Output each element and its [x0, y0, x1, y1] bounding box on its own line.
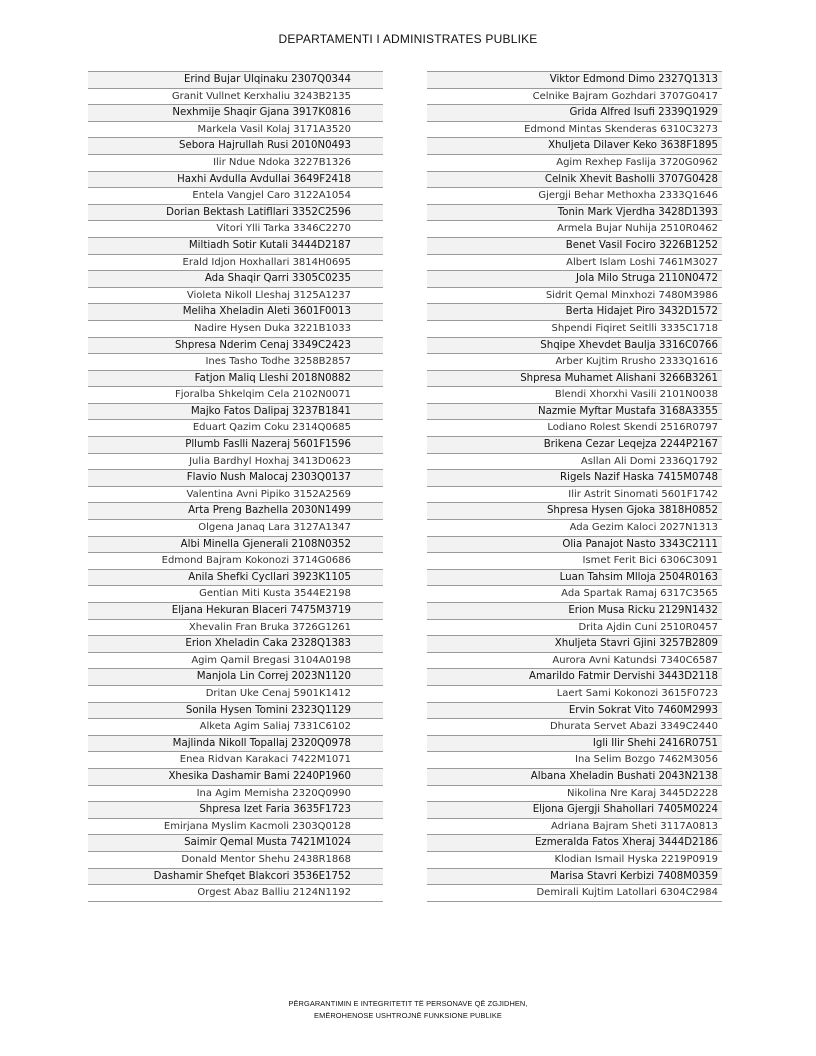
list-item: Arta Preng Bazhella 2030N1499	[88, 503, 383, 520]
list-item: Ilir Ndue Ndoka 3227B1326	[88, 155, 383, 172]
list-item: Dhurata Servet Abazi 3349C2440	[427, 719, 722, 736]
list-item: Vitori Ylli Tarka 3346C2270	[88, 221, 383, 238]
list-item: Gjergji Behar Methoxha 2333Q1646	[427, 188, 722, 205]
list-item: Benet Vasil Fociro 3226B1252	[427, 238, 722, 255]
list-item: Eljana Hekuran Blaceri 7475M3719	[88, 603, 383, 620]
list-item: Albana Xheladin Bushati 2043N2138	[427, 769, 722, 786]
list-item: Rigels Nazif Haska 7415M0748	[427, 470, 722, 487]
list-item: Tonin Mark Vjerdha 3428D1393	[427, 205, 722, 222]
list-item: Edmond Mintas Skenderas 6310C3273	[427, 122, 722, 139]
list-item: Dashamir Shefqet Blakcori 3536E1752	[88, 869, 383, 886]
list-item: Orgest Abaz Balliu 2124N1192	[88, 885, 383, 902]
list-item: Demirali Kujtim Latollari 6304C2984	[427, 885, 722, 902]
list-item: Lodiano Rolest Skendi 2516R0797	[427, 420, 722, 437]
list-item: Alketa Agim Saliaj 7331C6102	[88, 719, 383, 736]
list-item: Drita Ajdin Cuni 2510R0457	[427, 620, 722, 637]
list-item: Albert Islam Loshi 7461M3027	[427, 255, 722, 272]
list-item: Agim Qamil Bregasi 3104A0198	[88, 653, 383, 670]
list-item: Ines Tasho Todhe 3258B2857	[88, 354, 383, 371]
list-item: Julia Bardhyl Hoxhaj 3413D0623	[88, 454, 383, 471]
list-item: Xhevalin Fran Bruka 3726G1261	[88, 620, 383, 637]
list-item: Arber Kujtim Rrusho 2333Q1616	[427, 354, 722, 371]
page-title: DEPARTAMENTI I ADMINISTRATES PUBLIKE	[278, 32, 538, 46]
list-item: Fjoralba Shkelqim Cela 2102N0071	[88, 387, 383, 404]
list-item: Ada Gezim Kaloci 2027N1313	[427, 520, 722, 537]
list-item: Luan Tahsim Mlloja 2504R0163	[427, 570, 722, 587]
list-item: Granit Vullnet Kerxhaliu 3243B2135	[88, 89, 383, 106]
list-item: Shpresa Nderim Cenaj 3349C2423	[88, 338, 383, 355]
list-item: Majko Fatos Dalipaj 3237B1841	[88, 404, 383, 421]
list-item: Asllan Ali Domi 2336Q1792	[427, 454, 722, 471]
list-item: Ada Shaqir Qarri 3305C0235	[88, 271, 383, 288]
list-item: Albi Minella Gjenerali 2108N0352	[88, 537, 383, 554]
list-item: Blendi Xhorxhi Vasili 2101N0038	[427, 387, 722, 404]
list-item: Majlinda Nikoll Topallaj 2320Q0978	[88, 736, 383, 753]
list-item: Laert Sami Kokonozi 3615F0723	[427, 686, 722, 703]
list-item: Shpendi Fiqiret Seitlli 3335C1718	[427, 321, 722, 338]
list-item: Igli Ilir Shehi 2416R0751	[427, 736, 722, 753]
list-item: Shpresa Izet Faria 3635F1723	[88, 802, 383, 819]
list-item: Ezmeralda Fatos Xheraj 3444D2186	[427, 835, 722, 852]
list-item: Brikena Cezar Leqejza 2244P2167	[427, 437, 722, 454]
list-item: Celnik Xhevit Basholli 3707G0428	[427, 172, 722, 189]
list-item: Marisa Stavri Kerbizi 7408M0359	[427, 869, 722, 886]
list-item: Xhesika Dashamir Bami 2240P1960	[88, 769, 383, 786]
list-item: Ina Selim Bozgo 7462M3056	[427, 752, 722, 769]
list-item: Nadire Hysen Duka 3221B1033	[88, 321, 383, 338]
list-item: Eljona Gjergji Shahollari 7405M0224	[427, 802, 722, 819]
list-item: Sidrit Qemal Minxhozi 7480M3986	[427, 288, 722, 305]
list-item: Xhuljeta Stavri Gjini 3257B2809	[427, 636, 722, 653]
list-item: Nazmie Myftar Mustafa 3168A3355	[427, 404, 722, 421]
list-item: Xhuljeta Dilaver Keko 3638F1895	[427, 138, 722, 155]
list-item: Valentina Avni Pipiko 3152A2569	[88, 487, 383, 504]
list-item: Armela Bujar Nuhija 2510R0462	[427, 221, 722, 238]
list-item: Jola Milo Struga 2110N0472	[427, 271, 722, 288]
list-item: Ervin Sokrat Vito 7460M2993	[427, 703, 722, 720]
list-item: Flavio Nush Malocaj 2303Q0137	[88, 470, 383, 487]
list-item: Shqipe Xhevdet Baulja 3316C0766	[427, 338, 722, 355]
right-name-list	[427, 71, 722, 902]
list-item: Violeta Nikoll Lleshaj 3125A1237	[88, 288, 383, 305]
footer	[0, 998, 816, 1022]
list-item: Enea Ridvan Karakaci 7422M1071	[88, 752, 383, 769]
list-item: Agim Rexhep Faslija 3720G0962	[427, 155, 722, 172]
list-item: Viktor Edmond Dimo 2327Q1313	[427, 72, 722, 89]
list-item: Klodian Ismail Hyska 2219P0919	[427, 852, 722, 869]
list-item: Markela Vasil Kolaj 3171A3520	[88, 122, 383, 139]
list-item: Saimir Qemal Musta 7421M1024	[88, 835, 383, 852]
list-item: Sonila Hysen Tomini 2323Q1129	[88, 703, 383, 720]
list-item: Meliha Xheladin Aleti 3601F0013	[88, 304, 383, 321]
list-item: Edmond Bajram Kokonozi 3714G0686	[88, 553, 383, 570]
list-item: Olia Panajot Nasto 3343C2111	[427, 537, 722, 554]
list-item: Adriana Bajram Sheti 3117A0813	[427, 819, 722, 836]
list-item: Entela Vangjel Caro 3122A1054	[88, 188, 383, 205]
left-name-list	[88, 71, 383, 902]
footer-line-1: PËRGARANTIMIN E INTEGRITETIT TË PERSONAVE QË ZGJIDHEN,	[288, 999, 528, 1008]
list-item: Aurora Avni Katundsi 7340C6587	[427, 653, 722, 670]
list-item: Ilir Astrit Sinomati 5601F1742	[427, 487, 722, 504]
list-item: Pllumb Faslli Nazeraj 5601F1596	[88, 437, 383, 454]
list-item: Manjola Lin Correj 2023N1120	[88, 669, 383, 686]
list-item: Ina Agim Memisha 2320Q0990	[88, 786, 383, 803]
list-item: Amarildo Fatmir Dervishi 3443D2118	[427, 669, 722, 686]
list-item: Eduart Qazim Coku 2314Q0685	[88, 420, 383, 437]
list-item: Shpresa Hysen Gjoka 3818H0852	[427, 503, 722, 520]
list-item: Nexhmije Shaqir Gjana 3917K0816	[88, 105, 383, 122]
list-item: Dorian Bektash Latifllari 3352C2596	[88, 205, 383, 222]
list-item: Nikolina Nre Karaj 3445D2228	[427, 786, 722, 803]
list-item: Grida Alfred Isufi 2339Q1929	[427, 105, 722, 122]
list-item: Miltiadh Sotir Kutali 3444D2187	[88, 238, 383, 255]
list-item: Gentian Miti Kusta 3544E2198	[88, 586, 383, 603]
list-item: Berta Hidajet Piro 3432D1572	[427, 304, 722, 321]
list-item: Ada Spartak Ramaj 6317C3565	[427, 586, 722, 603]
list-item: Donald Mentor Shehu 2438R1868	[88, 852, 383, 869]
list-item: Celnike Bajram Gozhdari 3707G0417	[427, 89, 722, 106]
list-item: Shpresa Muhamet Alishani 3266B3261	[427, 371, 722, 388]
list-item: Olgena Janaq Lara 3127A1347	[88, 520, 383, 537]
list-item: Haxhi Avdulla Avdullai 3649F2418	[88, 172, 383, 189]
list-item: Erind Bujar Ulqinaku 2307Q0344	[88, 72, 383, 89]
list-item: Fatjon Maliq Lleshi 2018N0882	[88, 371, 383, 388]
list-item: Erion Xheladin Caka 2328Q1383	[88, 636, 383, 653]
list-item: Erion Musa Ricku 2129N1432	[427, 603, 722, 620]
list-item: Sebora Hajrullah Rusi 2010N0493	[88, 138, 383, 155]
footer-line-2: EMËROHENOSE USHTROJNË FUNKSIONE PUBLIKE	[314, 1011, 502, 1020]
list-item: Anila Shefki Cycllari 3923K1105	[88, 570, 383, 587]
list-item: Emirjana Myslim Kacmoli 2303Q0128	[88, 819, 383, 836]
list-item: Erald Idjon Hoxhallari 3814H0695	[88, 255, 383, 272]
list-item: Ismet Ferit Bici 6306C3091	[427, 553, 722, 570]
list-item: Dritan Uke Cenaj 5901K1412	[88, 686, 383, 703]
